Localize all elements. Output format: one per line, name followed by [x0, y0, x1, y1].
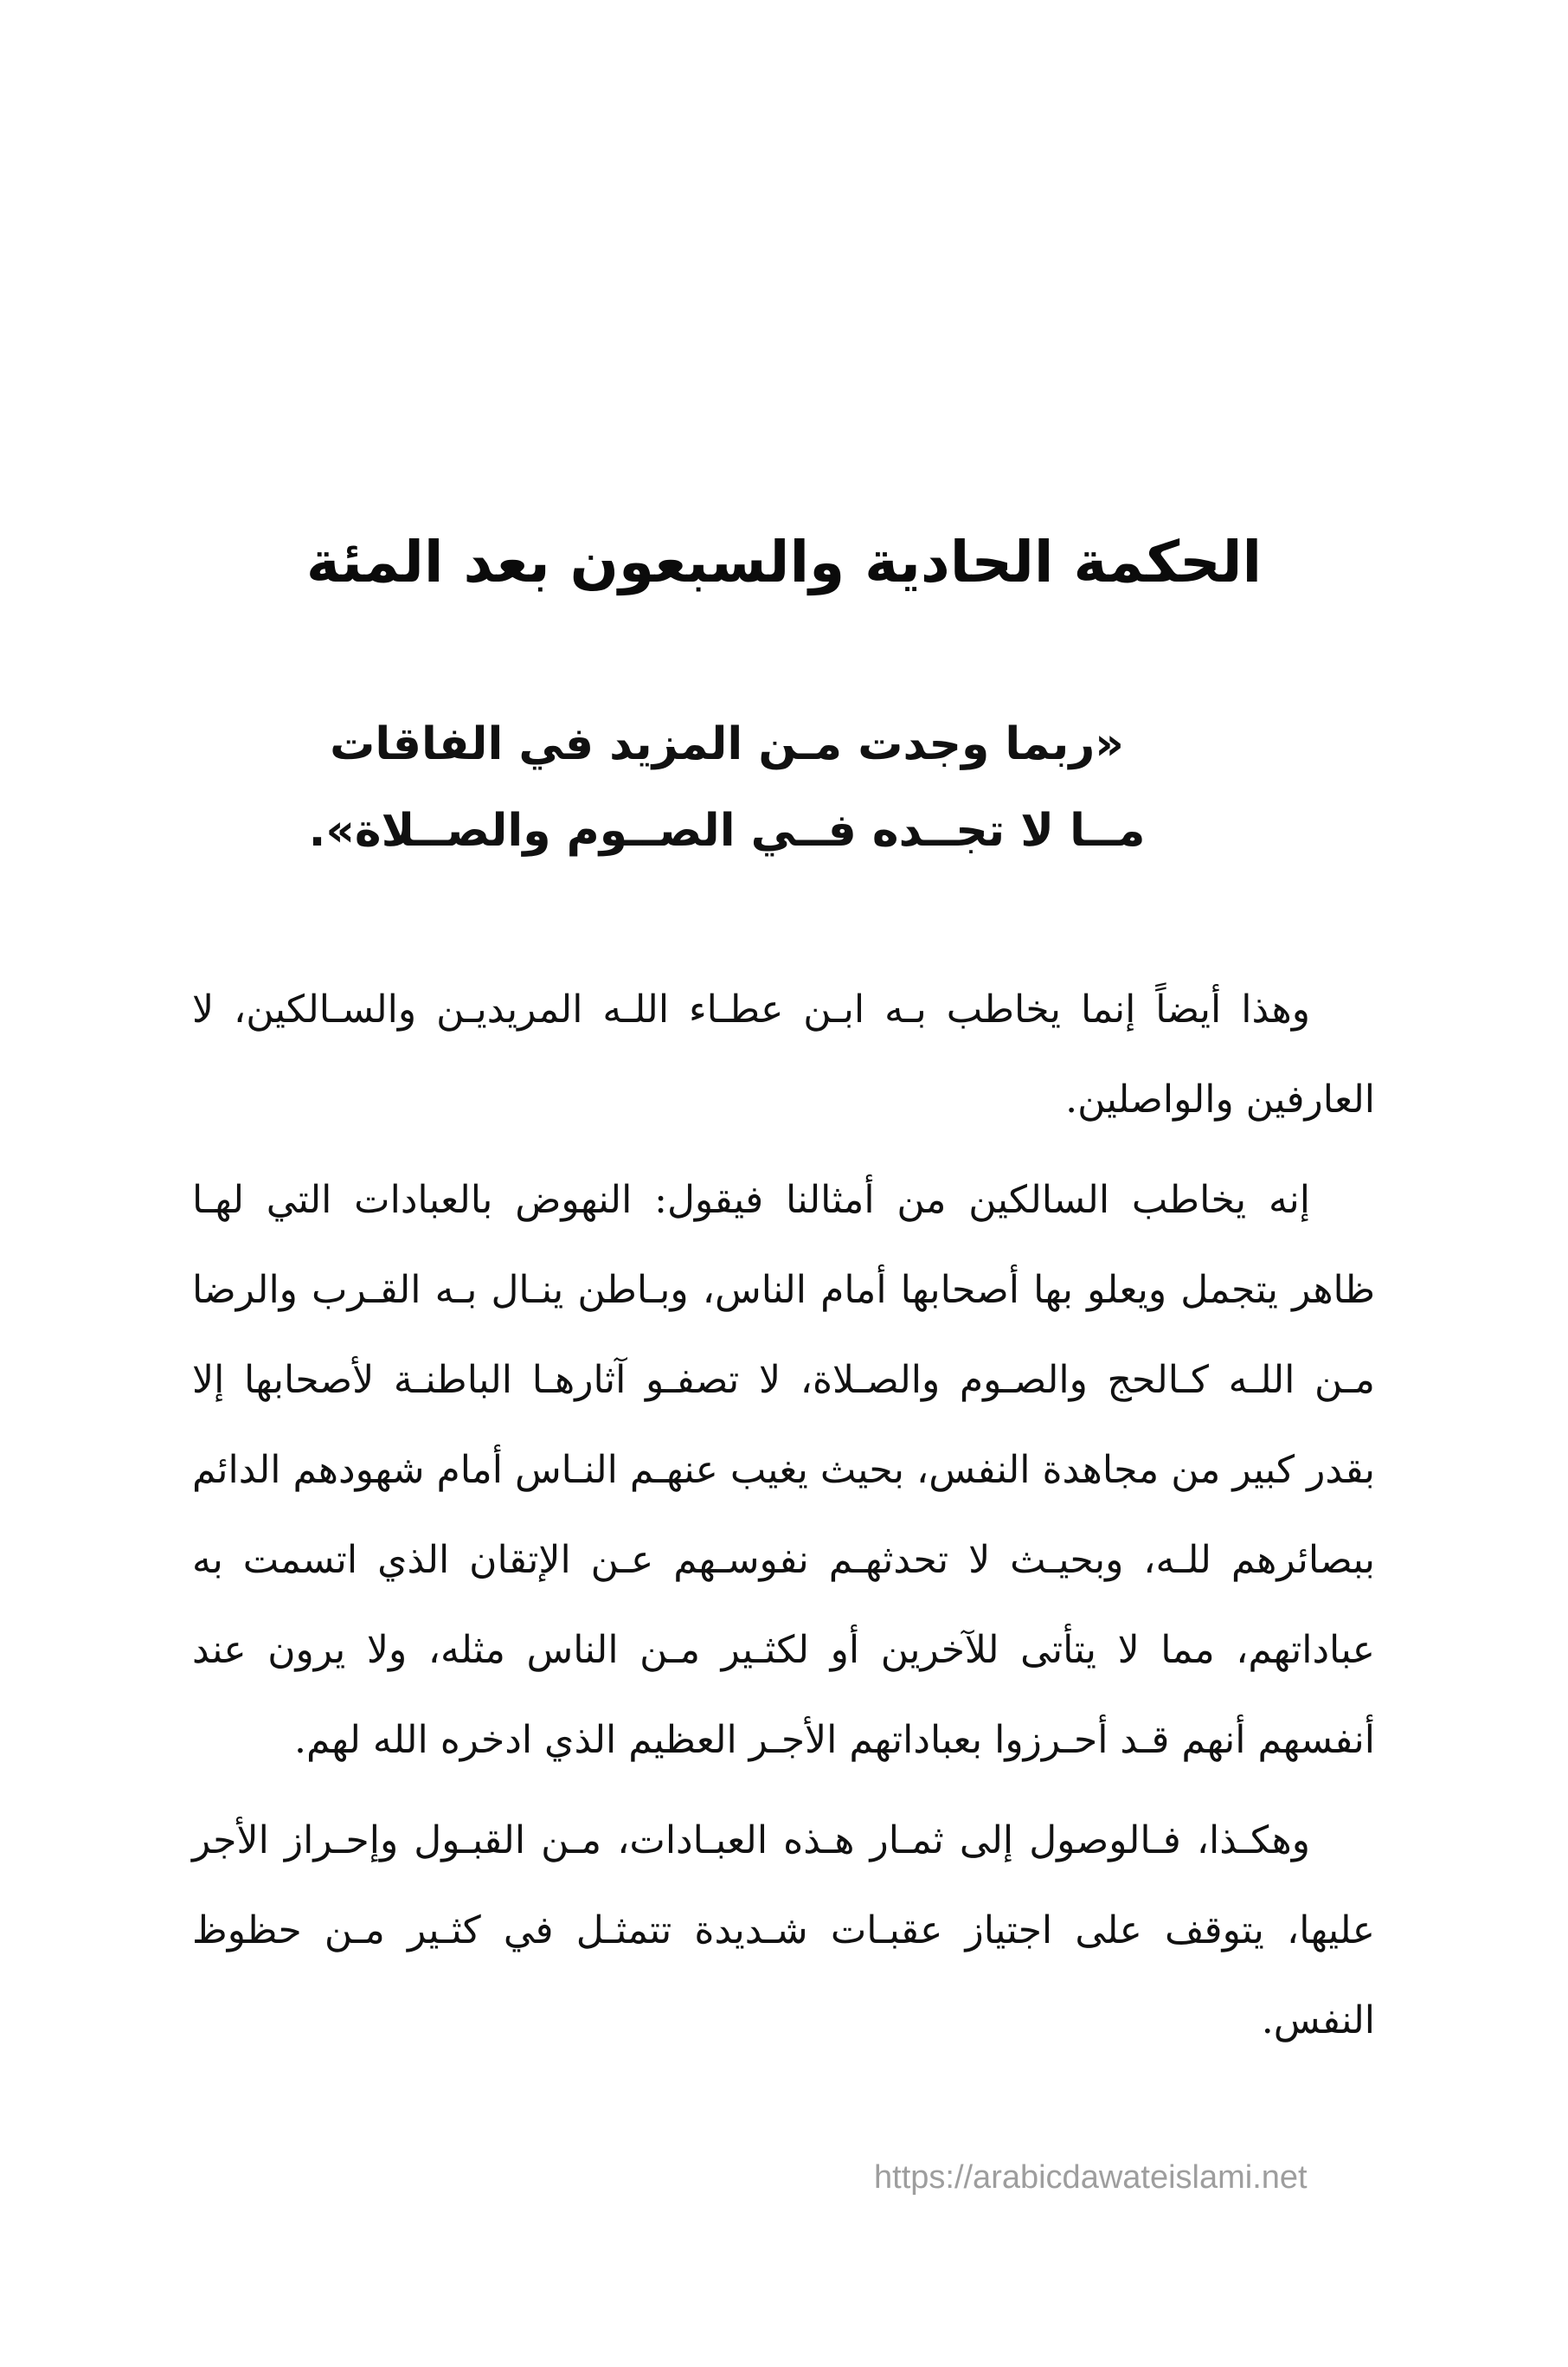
quote-block	[260, 701, 1194, 874]
watermark-url: https://arabicdawateislami.net	[874, 2159, 1308, 2196]
quote-line-2: مــا لا تجــده فــي الصــوم والصــلاة».	[308, 805, 1146, 857]
quote-line-1: «ربما وجدت مـن المزيد في الفاقات	[330, 718, 1124, 770]
chapter-title: الحكمة الحادية والسبعون بعد المئة	[305, 529, 1263, 595]
paragraph: وهكـذا، فـالوصول إلى ثمـار هـذه العبـادات، مـن القبـول وإحـراز الأجر عليها، يتوقف على اجتياز عقبـات شـديدة تتمثـل في كثـير مـن حظوظ النفس.	[192, 1818, 1375, 2042]
paragraph: وهذا أيضاً إنما يخاطب بـه ابـن عطـاء اللـه المريديـن والسـالكين، لا العارفين والواصلين.	[192, 987, 1375, 1122]
paragraph: إنه يخاطب السالكين من أمثالنا فيقول: النهوض بالعبادات التي لهـا ظاهر يتجمل ويعلو بها أصحابها أمام الناس، وبـاطن ينـال بـه القـرب والرضا مـن اللـه كـالحج والصـوم والصـلاة، لا تصفـو آثارهـا الباطنـة لأصحابها إلا بقدر كبير من مجاهدة النفس، بحيث يغيب عنهـم النـاس أمام شهودهم الدائم ببصائرهم للـه، وبحيـث لا تحدثهـم نفوسـهم عـن الإتقان الذي اتسمت به عباداتهم، مما لا يتأتى للآخرين أو لكثـير مـن الناس مثله، ولا يرون عند أنفسهم أنهم قـد أحـرزوا بعباداتهم الأجـر العظيم الذي ادخره الله لهم.	[192, 1178, 1375, 1762]
body-text	[192, 965, 1375, 2076]
